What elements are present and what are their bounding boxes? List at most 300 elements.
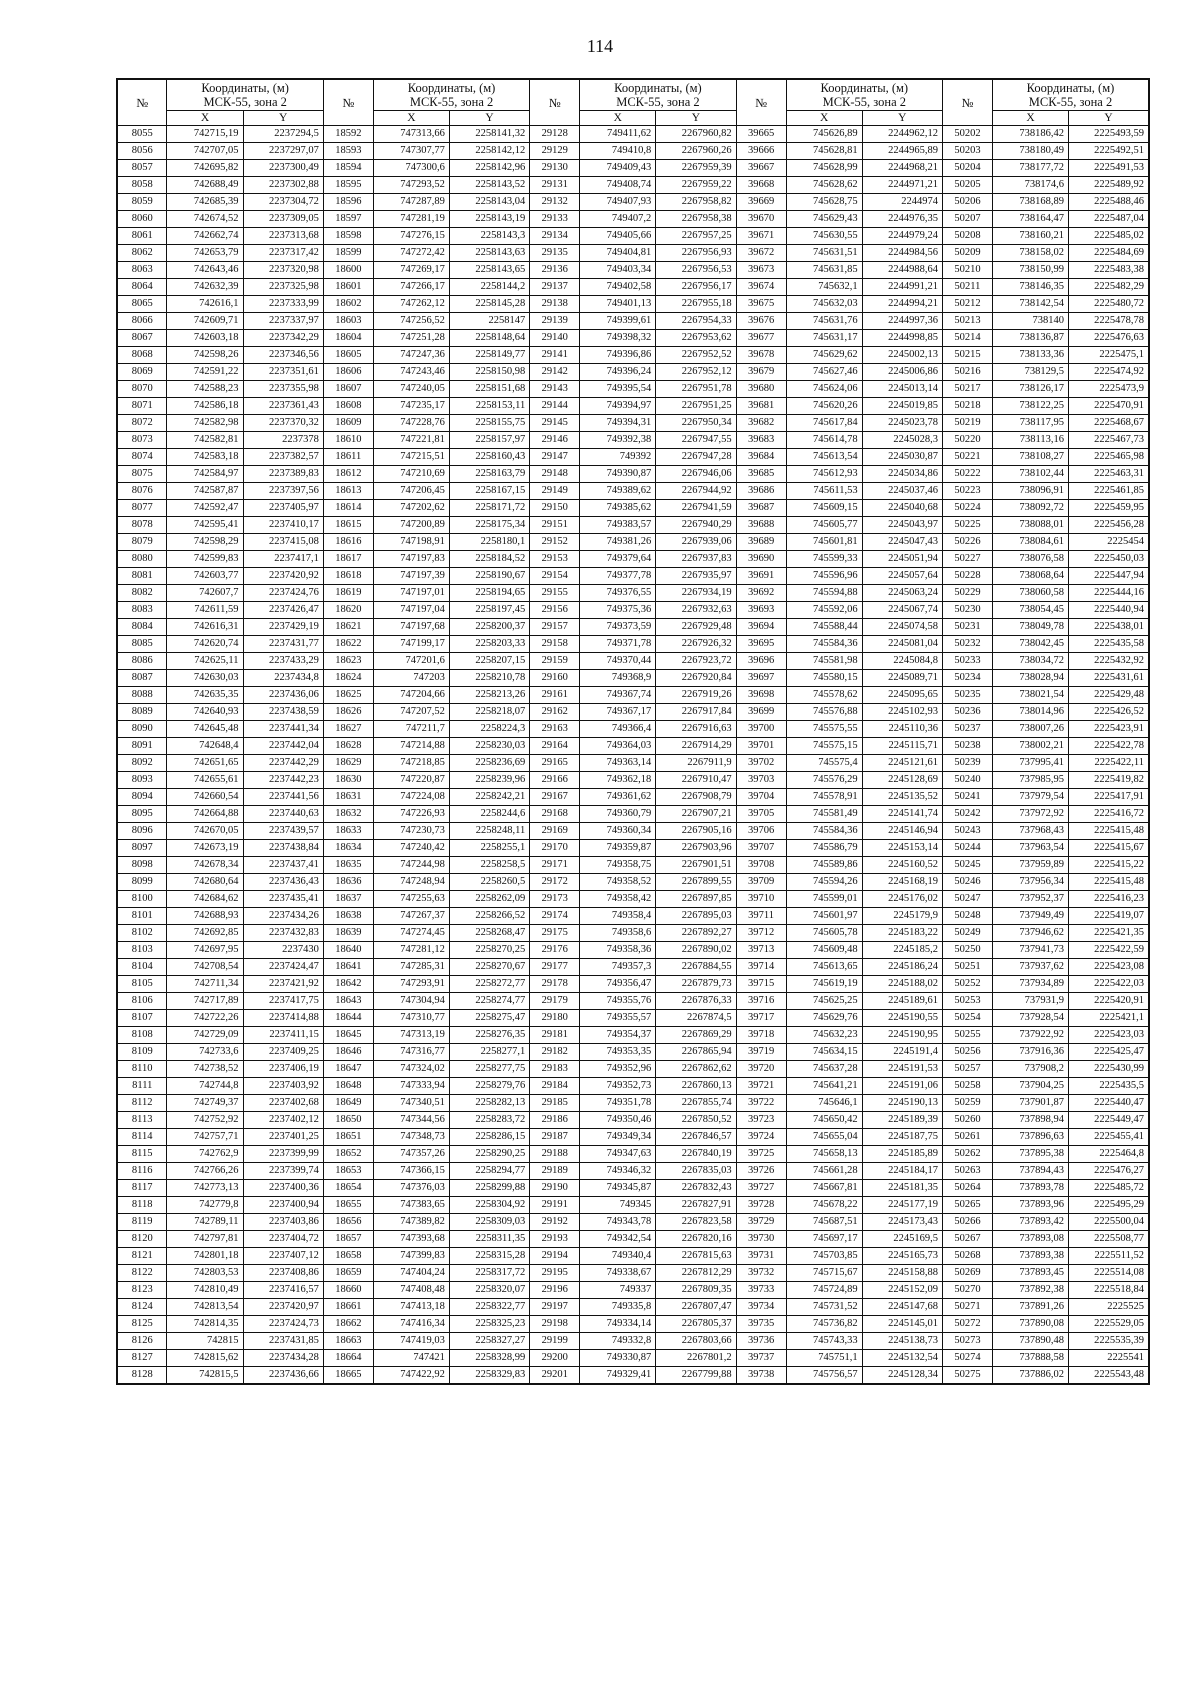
point-number-cell: 39700 [736,721,786,738]
point-number-cell: 50251 [943,959,993,976]
point-number-cell: 50242 [943,806,993,823]
point-number-cell: 18648 [323,1078,373,1095]
point-number-cell: 18656 [323,1214,373,1231]
x-coordinate-cell: 747419,03 [373,1333,449,1350]
y-coordinate-cell: 2225423,91 [1069,721,1150,738]
y-coordinate-cell: 2237430 [243,942,323,959]
y-coordinate-cell: 2245043,97 [862,517,942,534]
y-coordinate-cell: 2267895,03 [656,908,736,925]
y-coordinate-cell: 2267951,78 [656,381,736,398]
x-coordinate-cell: 737890,48 [992,1333,1068,1350]
point-number-cell: 39666 [736,143,786,160]
x-coordinate-cell: 738164,47 [992,211,1068,228]
y-column-header: Y [1069,111,1150,126]
table-row [117,1146,1149,1163]
y-coordinate-cell: 2245115,71 [862,738,942,755]
page-number: 114 [586,36,614,56]
x-coordinate-cell: 737995,41 [992,755,1068,772]
point-number-cell: 39729 [736,1214,786,1231]
point-number-cell: 50214 [943,330,993,347]
y-coordinate-cell: 2237406,19 [243,1061,323,1078]
table-row [117,415,1149,432]
point-number-cell: 8056 [117,143,167,160]
point-number-cell: 39724 [736,1129,786,1146]
x-coordinate-cell: 742586,18 [167,398,243,415]
point-number-cell: 39672 [736,245,786,262]
x-coordinate-cell: 745624,06 [786,381,862,398]
x-coordinate-cell: 747348,73 [373,1129,449,1146]
point-number-cell: 8097 [117,840,167,857]
x-coordinate-cell: 747200,89 [373,517,449,534]
y-coordinate-cell: 2258322,77 [449,1299,529,1316]
y-coordinate-cell: 2267917,84 [656,704,736,721]
y-coordinate-cell: 2267846,57 [656,1129,736,1146]
point-number-cell: 29151 [530,517,580,534]
y-coordinate-cell: 2267840,19 [656,1146,736,1163]
x-coordinate-cell: 749358,6 [580,925,656,942]
y-coordinate-cell: 2267855,74 [656,1095,736,1112]
point-number-cell: 50243 [943,823,993,840]
point-number-cell: 8098 [117,857,167,874]
y-coordinate-cell: 2267899,55 [656,874,736,891]
x-coordinate-cell: 749376,55 [580,585,656,602]
point-number-cell: 18610 [323,432,373,449]
x-coordinate-cell: 738160,21 [992,228,1068,245]
point-number-cell: 29132 [530,194,580,211]
y-coordinate-cell: 2258143,63 [449,245,529,262]
y-coordinate-cell: 2225535,39 [1069,1333,1150,1350]
y-coordinate-cell: 2225468,67 [1069,415,1150,432]
point-number-cell: 39714 [736,959,786,976]
point-number-cell: 50234 [943,670,993,687]
y-column-header: Y [243,111,323,126]
point-number-cell: 8086 [117,653,167,670]
x-coordinate-cell: 749411,62 [580,126,656,143]
point-number-cell: 39675 [736,296,786,313]
y-coordinate-cell: 2258258,5 [449,857,529,874]
point-number-cell: 39708 [736,857,786,874]
x-coordinate-cell: 747366,15 [373,1163,449,1180]
point-number-cell: 29157 [530,619,580,636]
point-number-cell: 39689 [736,534,786,551]
x-coordinate-cell: 738014,96 [992,704,1068,721]
y-coordinate-cell: 2267959,22 [656,177,736,194]
x-coordinate-cell: 745736,82 [786,1316,862,1333]
point-number-cell: 39737 [736,1350,786,1367]
x-coordinate-cell: 745628,81 [786,143,862,160]
x-coordinate-cell: 742688,93 [167,908,243,925]
x-coordinate-cell: 745609,15 [786,500,862,517]
y-coordinate-cell: 2237431,77 [243,636,323,653]
x-coordinate-cell: 742779,8 [167,1197,243,1214]
point-number-cell: 39674 [736,279,786,296]
x-coordinate-cell: 742653,79 [167,245,243,262]
point-number-cell: 50271 [943,1299,993,1316]
y-coordinate-cell: 2225415,48 [1069,874,1150,891]
y-coordinate-cell: 2237342,29 [243,330,323,347]
x-coordinate-cell: 742648,4 [167,738,243,755]
y-coordinate-cell: 2258200,37 [449,619,529,636]
x-coordinate-cell: 742749,37 [167,1095,243,1112]
x-coordinate-cell: 749357,3 [580,959,656,976]
table-row [117,194,1149,211]
x-coordinate-cell: 745578,62 [786,687,862,704]
y-coordinate-cell: 2225435,5 [1069,1078,1150,1095]
y-coordinate-cell: 2258276,35 [449,1027,529,1044]
x-coordinate-cell: 737968,43 [992,823,1068,840]
y-coordinate-cell: 2237424,73 [243,1316,323,1333]
point-number-cell: 8083 [117,602,167,619]
x-coordinate-cell: 747251,28 [373,330,449,347]
point-number-cell: 29165 [530,755,580,772]
y-coordinate-cell: 2258266,52 [449,908,529,925]
y-coordinate-cell: 2237429,19 [243,619,323,636]
table-body [117,126,1149,1385]
x-coordinate-cell: 738054,45 [992,602,1068,619]
x-coordinate-cell: 742803,53 [167,1265,243,1282]
x-coordinate-cell: 737956,34 [992,874,1068,891]
point-number-cell: 29143 [530,381,580,398]
x-coordinate-cell: 747226,93 [373,806,449,823]
x-coordinate-cell: 749389,62 [580,483,656,500]
x-coordinate-cell: 747281,12 [373,942,449,959]
coordinates-header-line1: Координаты, (м) [820,81,909,95]
y-coordinate-cell: 2267934,19 [656,585,736,602]
x-coordinate-cell: 737972,92 [992,806,1068,823]
y-coordinate-cell: 2237439,57 [243,823,323,840]
y-coordinate-cell: 2245179,9 [862,908,942,925]
x-coordinate-cell: 738084,61 [992,534,1068,551]
x-coordinate-cell: 749405,66 [580,228,656,245]
coordinates-header-line1: Координаты, (м) [407,81,496,95]
x-coordinate-cell: 742729,09 [167,1027,243,1044]
x-coordinate-cell: 747404,24 [373,1265,449,1282]
y-coordinate-cell: 2237402,12 [243,1112,323,1129]
point-number-cell: 18660 [323,1282,373,1299]
y-coordinate-cell: 2245095,65 [862,687,942,704]
coordinates-header-line2: МСК-55, зона 2 [203,95,287,109]
x-coordinate-cell: 745611,53 [786,483,862,500]
point-number-cell: 18641 [323,959,373,976]
x-coordinate-cell: 749352,73 [580,1078,656,1095]
y-coordinate-cell: 2245187,75 [862,1129,942,1146]
y-coordinate-cell: 2267901,51 [656,857,736,874]
x-coordinate-cell: 749361,62 [580,789,656,806]
x-coordinate-cell: 742655,61 [167,772,243,789]
y-coordinate-cell: 2225488,46 [1069,194,1150,211]
x-coordinate-cell: 745634,15 [786,1044,862,1061]
point-number-cell: 18626 [323,704,373,721]
x-coordinate-cell: 747276,15 [373,228,449,245]
x-coordinate-cell: 738108,27 [992,449,1068,466]
table-row [117,874,1149,891]
x-coordinate-cell: 747272,42 [373,245,449,262]
table-row [117,1095,1149,1112]
y-coordinate-cell: 2225480,72 [1069,296,1150,313]
point-number-cell: 8127 [117,1350,167,1367]
point-number-cell: 50269 [943,1265,993,1282]
y-coordinate-cell: 2237420,92 [243,568,323,585]
point-number-cell: 39680 [736,381,786,398]
point-number-cell: 29162 [530,704,580,721]
y-coordinate-cell: 2258272,77 [449,976,529,993]
x-coordinate-cell: 737898,94 [992,1112,1068,1129]
point-number-cell: 39691 [736,568,786,585]
y-coordinate-cell: 2258218,07 [449,704,529,721]
y-coordinate-cell: 2258282,13 [449,1095,529,1112]
x-coordinate-cell: 749352,96 [580,1061,656,1078]
point-number-cell: 29187 [530,1129,580,1146]
x-coordinate-cell: 749350,46 [580,1112,656,1129]
x-coordinate-cell: 742797,81 [167,1231,243,1248]
point-number-cell: 50237 [943,721,993,738]
x-coordinate-cell: 747221,81 [373,432,449,449]
number-column-header: № [736,79,786,126]
y-coordinate-cell: 2258147 [449,313,529,330]
point-number-cell: 29188 [530,1146,580,1163]
point-number-cell: 29166 [530,772,580,789]
coordinates-column-header [786,79,942,111]
x-coordinate-cell: 745614,78 [786,432,862,449]
y-coordinate-cell: 2258163,79 [449,466,529,483]
point-number-cell: 50274 [943,1350,993,1367]
y-coordinate-cell: 2225470,91 [1069,398,1150,415]
y-coordinate-cell: 2244979,24 [862,228,942,245]
point-number-cell: 8082 [117,585,167,602]
point-number-cell: 18606 [323,364,373,381]
x-coordinate-cell: 737891,26 [992,1299,1068,1316]
y-coordinate-cell: 2237403,92 [243,1078,323,1095]
x-coordinate-cell: 749355,76 [580,993,656,1010]
x-coordinate-cell: 737979,54 [992,789,1068,806]
x-coordinate-cell: 745629,62 [786,347,862,364]
number-column-header: № [323,79,373,126]
point-number-cell: 39697 [736,670,786,687]
y-coordinate-cell: 2225456,28 [1069,517,1150,534]
y-coordinate-cell: 2267947,55 [656,432,736,449]
y-coordinate-cell: 2237313,68 [243,228,323,245]
table-row [117,364,1149,381]
table-row [117,585,1149,602]
x-coordinate-cell: 745581,98 [786,653,862,670]
y-coordinate-cell: 2267960,26 [656,143,736,160]
y-coordinate-cell: 2245028,3 [862,432,942,449]
x-coordinate-cell: 745629,43 [786,211,862,228]
y-coordinate-cell: 2245063,24 [862,585,942,602]
point-number-cell: 50207 [943,211,993,228]
x-coordinate-cell: 745576,29 [786,772,862,789]
x-coordinate-cell: 749358,52 [580,874,656,891]
point-number-cell: 18653 [323,1163,373,1180]
point-number-cell: 29155 [530,585,580,602]
y-coordinate-cell: 2258148,64 [449,330,529,347]
point-number-cell: 18619 [323,585,373,602]
y-coordinate-cell: 2237433,29 [243,653,323,670]
x-coordinate-cell: 745641,21 [786,1078,862,1095]
point-number-cell: 8073 [117,432,167,449]
x-coordinate-cell: 747422,92 [373,1367,449,1385]
x-coordinate-cell: 749358,42 [580,891,656,908]
y-coordinate-cell: 2245168,19 [862,874,942,891]
x-coordinate-cell: 745678,22 [786,1197,862,1214]
y-coordinate-cell: 2267869,29 [656,1027,736,1044]
point-number-cell: 29164 [530,738,580,755]
x-coordinate-cell: 742625,11 [167,653,243,670]
y-coordinate-cell: 2245190,13 [862,1095,942,1112]
y-coordinate-cell: 2237442,23 [243,772,323,789]
point-number-cell: 29158 [530,636,580,653]
x-coordinate-cell: 747210,69 [373,466,449,483]
point-number-cell: 8122 [117,1265,167,1282]
table-row [117,670,1149,687]
y-coordinate-cell: 2225485,72 [1069,1180,1150,1197]
y-coordinate-cell: 2245102,93 [862,704,942,721]
y-coordinate-cell: 2258180,1 [449,534,529,551]
point-number-cell: 50212 [943,296,993,313]
y-column-header: Y [862,111,942,126]
x-coordinate-cell: 747340,51 [373,1095,449,1112]
x-coordinate-cell: 749356,47 [580,976,656,993]
point-number-cell: 29128 [530,126,580,143]
y-coordinate-cell: 2258294,77 [449,1163,529,1180]
x-coordinate-cell: 737934,89 [992,976,1068,993]
x-coordinate-cell: 745731,52 [786,1299,862,1316]
x-coordinate-cell: 749330,87 [580,1350,656,1367]
y-coordinate-cell: 2225455,41 [1069,1129,1150,1146]
point-number-cell: 50239 [943,755,993,772]
y-coordinate-cell: 2225420,91 [1069,993,1150,1010]
x-coordinate-cell: 738042,45 [992,636,1068,653]
y-coordinate-cell: 2237346,56 [243,347,323,364]
y-coordinate-cell: 2267956,53 [656,262,736,279]
x-coordinate-cell: 742766,26 [167,1163,243,1180]
y-coordinate-cell: 2258329,83 [449,1367,529,1385]
x-column-header: X [786,111,862,126]
x-coordinate-cell: 745629,76 [786,1010,862,1027]
x-coordinate-cell: 737886,02 [992,1367,1068,1385]
y-coordinate-cell: 2245190,95 [862,1027,942,1044]
y-coordinate-cell: 2258260,5 [449,874,529,891]
point-number-cell: 18594 [323,160,373,177]
y-coordinate-cell: 2267907,21 [656,806,736,823]
y-coordinate-cell: 2225541 [1069,1350,1150,1367]
x-coordinate-cell: 749392,38 [580,432,656,449]
x-coordinate-cell: 742757,71 [167,1129,243,1146]
table-row [117,806,1149,823]
point-number-cell: 50224 [943,500,993,517]
point-number-cell: 39692 [736,585,786,602]
y-coordinate-cell: 2258325,23 [449,1316,529,1333]
y-coordinate-cell: 2244962,12 [862,126,942,143]
point-number-cell: 18642 [323,976,373,993]
y-coordinate-cell: 2237408,86 [243,1265,323,1282]
y-coordinate-cell: 2225478,78 [1069,313,1150,330]
x-coordinate-cell: 747240,42 [373,840,449,857]
table-header [117,79,1149,126]
x-coordinate-cell: 747199,17 [373,636,449,653]
point-number-cell: 18608 [323,398,373,415]
x-coordinate-cell: 742670,05 [167,823,243,840]
y-coordinate-cell: 2245146,94 [862,823,942,840]
y-coordinate-cell: 2267916,63 [656,721,736,738]
x-coordinate-cell: 747203 [373,670,449,687]
point-number-cell: 18630 [323,772,373,789]
point-number-cell: 50258 [943,1078,993,1095]
x-coordinate-cell: 742662,74 [167,228,243,245]
y-coordinate-cell: 2225421,35 [1069,925,1150,942]
point-number-cell: 39732 [736,1265,786,1282]
point-number-cell: 18631 [323,789,373,806]
y-coordinate-cell: 2244974 [862,194,942,211]
x-coordinate-cell: 742762,9 [167,1146,243,1163]
x-coordinate-cell: 745632,03 [786,296,862,313]
x-coordinate-cell: 745612,93 [786,466,862,483]
y-coordinate-cell: 2225495,29 [1069,1197,1150,1214]
table-row [117,449,1149,466]
point-number-cell: 29140 [530,330,580,347]
point-number-cell: 39683 [736,432,786,449]
point-number-cell: 18604 [323,330,373,347]
point-number-cell: 8106 [117,993,167,1010]
point-number-cell: 50217 [943,381,993,398]
point-number-cell: 29136 [530,262,580,279]
point-number-cell: 29149 [530,483,580,500]
point-number-cell: 18601 [323,279,373,296]
coordinates-column-header [373,79,529,111]
point-number-cell: 29135 [530,245,580,262]
y-coordinate-cell: 2237424,76 [243,585,323,602]
x-coordinate-cell: 747376,03 [373,1180,449,1197]
x-coordinate-cell: 745632,23 [786,1027,862,1044]
y-coordinate-cell: 2237438,59 [243,704,323,721]
x-coordinate-cell: 737890,08 [992,1316,1068,1333]
point-number-cell: 8063 [117,262,167,279]
y-coordinate-cell: 2258311,35 [449,1231,529,1248]
point-number-cell: 29139 [530,313,580,330]
x-coordinate-cell: 742801,18 [167,1248,243,1265]
x-coordinate-cell: 745576,88 [786,704,862,721]
coordinates-header-line2: МСК-55, зона 2 [409,95,494,109]
x-coordinate-cell: 747197,04 [373,602,449,619]
y-coordinate-cell: 2225511,52 [1069,1248,1150,1265]
y-coordinate-cell: 2237399,99 [243,1146,323,1163]
table-row [117,228,1149,245]
x-coordinate-cell: 738117,95 [992,415,1068,432]
x-coordinate-cell: 737893,42 [992,1214,1068,1231]
point-number-cell: 39677 [736,330,786,347]
y-coordinate-cell: 2225423,03 [1069,1027,1150,1044]
point-number-cell: 29171 [530,857,580,874]
point-number-cell: 39698 [736,687,786,704]
y-coordinate-cell: 2267823,58 [656,1214,736,1231]
point-number-cell: 8112 [117,1095,167,1112]
point-number-cell: 29184 [530,1078,580,1095]
y-coordinate-cell: 2245147,68 [862,1299,942,1316]
x-coordinate-cell: 747244,98 [373,857,449,874]
x-coordinate-cell: 738158,02 [992,245,1068,262]
x-coordinate-cell: 745581,49 [786,806,862,823]
y-coordinate-cell: 2267941,59 [656,500,736,517]
x-coordinate-cell: 747344,56 [373,1112,449,1129]
y-coordinate-cell: 2225431,61 [1069,670,1150,687]
point-number-cell: 8068 [117,347,167,364]
point-number-cell: 39706 [736,823,786,840]
x-coordinate-cell: 742814,35 [167,1316,243,1333]
y-coordinate-cell: 2225463,31 [1069,466,1150,483]
x-coordinate-cell: 742651,65 [167,755,243,772]
table-row [117,704,1149,721]
point-number-cell: 8090 [117,721,167,738]
